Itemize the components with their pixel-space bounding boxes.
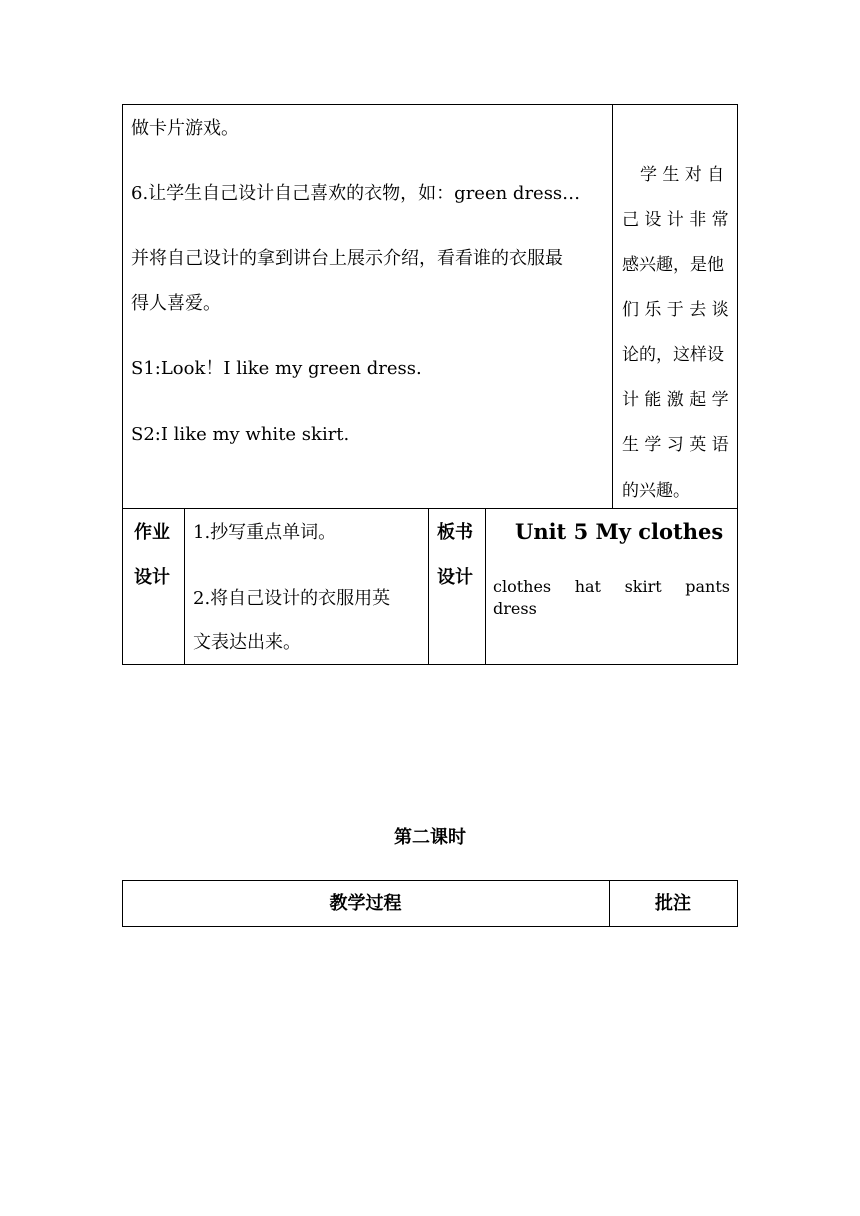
note-line: 己 设 计 非 常 <box>622 210 729 230</box>
table-border-left <box>122 104 123 664</box>
homework-label: 设计 <box>134 567 170 588</box>
note-line: 们 乐 于 去 谈 <box>622 300 729 320</box>
process-line: S2:I like my white skirt. <box>131 424 350 445</box>
board-label: 板书 <box>437 522 473 543</box>
board-label: 设计 <box>437 567 473 588</box>
process-line: 并将自己设计的拿到讲台上展示介绍，看看谁的衣服最 <box>131 248 563 269</box>
board-word: skirt <box>624 577 662 596</box>
table-divider-notes <box>612 104 613 508</box>
section-heading: 第二课时 <box>394 827 466 848</box>
table-border-top <box>122 104 738 105</box>
note-line: 论的，这样设 <box>622 345 724 365</box>
table-border-top <box>122 880 738 881</box>
board-word: hat <box>574 577 601 596</box>
note-line: 感兴趣，是他 <box>622 255 724 275</box>
table-border-bottom <box>122 926 738 927</box>
table-row-divider <box>122 508 738 509</box>
note-line: 学 生 对 自 <box>640 165 725 185</box>
homework-item: 1.抄写重点单词。 <box>193 522 337 543</box>
column-header-process: 教学过程 <box>329 893 402 914</box>
table-border-right <box>737 104 738 664</box>
board-title: Unit 5 My clothes <box>515 519 724 544</box>
table-border-right <box>737 880 738 927</box>
column-header-notes: 批注 <box>655 893 691 914</box>
board-word: pants <box>685 577 730 596</box>
note-line: 的兴趣。 <box>622 481 690 501</box>
homework-label: 作业 <box>134 522 170 543</box>
table-col-divider-2 <box>428 508 429 664</box>
note-line: 计 能 激 起 学 <box>622 390 729 410</box>
board-word: clothes <box>493 577 552 596</box>
homework-item: 2.将自己设计的衣服用英 <box>193 588 391 609</box>
process-line: 做卡片游戏。 <box>131 118 239 139</box>
table-border-bottom <box>122 664 738 665</box>
homework-item: 文表达出来。 <box>193 632 301 653</box>
table-col-divider-1 <box>184 508 185 664</box>
process-line: S1:Look！I like my green dress. <box>131 358 422 379</box>
board-word-row <box>493 577 730 597</box>
board-word: dress <box>493 599 537 618</box>
table-col-divider-3 <box>485 508 486 664</box>
note-line: 生 学 习 英 语 <box>622 435 729 455</box>
process-line: 6.让学生自己设计自己喜欢的衣物，如：green dress… <box>131 183 581 204</box>
process-line: 得人喜爱。 <box>131 293 221 314</box>
